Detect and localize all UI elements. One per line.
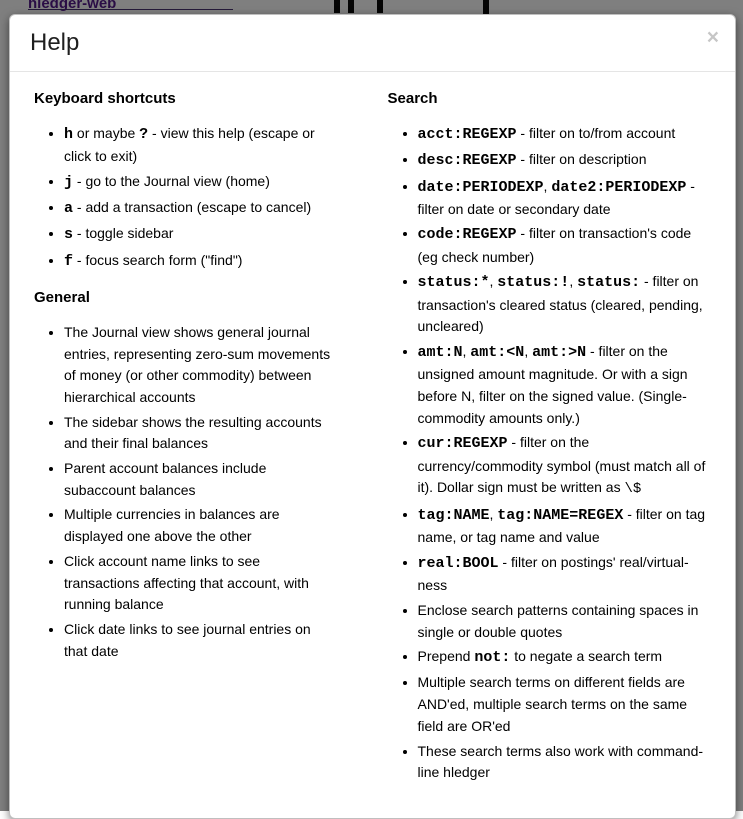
list-item: • code:REGEXP - filter on transaction's code (eg check number) xyxy=(418,223,711,268)
modal-body xyxy=(10,72,735,818)
list-item: • acct:REGEXP - filter on to/from account xyxy=(418,123,711,146)
code-term: f xyxy=(64,252,74,270)
code-term: acct:REGEXP xyxy=(417,126,517,143)
help-column-right xyxy=(373,90,721,794)
list-item: • f - focus search form ("find") xyxy=(64,250,337,273)
code-term: tag:NAME xyxy=(417,506,490,524)
code-term: cur:REGEXP xyxy=(417,435,508,453)
code-term: real:BOOL xyxy=(417,554,499,572)
general-heading: General xyxy=(34,288,90,306)
code-term: s xyxy=(64,226,74,244)
search-heading: Search xyxy=(387,90,438,107)
code-term: tag:NAME=REGEX xyxy=(497,506,624,524)
list-item: • These search terms also work with command-line hledger xyxy=(418,741,711,784)
list-item: • Enclose search patterns containing spaces in single or double quotes xyxy=(418,600,711,643)
search-list xyxy=(388,123,711,784)
shortcuts-list xyxy=(34,123,337,273)
close-icon[interactable]: × xyxy=(706,26,719,49)
list-item: • Multiple currencies in balances are displayed one above the other xyxy=(64,504,337,547)
list-item: • tag:NAME, tag:NAME=REGEX - filter on tag name, or tag name and value xyxy=(418,504,711,549)
list-item: • a - add a transaction (escape to cancel) xyxy=(64,197,337,220)
help-modal xyxy=(9,14,736,819)
code-term: amt:>N xyxy=(532,344,587,361)
list-item: • date:PERIODEXP, date2:PERIODEXP - filter on date or secondary date xyxy=(418,176,711,221)
list-item: • real:BOOL - filter on postings' real/virtual-ness xyxy=(418,552,711,597)
modal-header xyxy=(10,15,735,72)
general-list xyxy=(34,322,337,662)
list-item: • The Journal view shows general journal entries, representing zero-sum movements of money (or other commodity) between hierarchical accounts xyxy=(64,322,337,409)
list-item: • h or maybe ? - view this help (escape or click to exit) xyxy=(64,123,337,168)
modal-title: Help xyxy=(30,29,80,56)
list-item: • The sidebar shows the resulting accounts and their final balances xyxy=(64,412,337,455)
list-item: • Parent account balances include subaccount balances xyxy=(64,458,337,501)
code-term: status:! xyxy=(497,274,570,292)
code-term: status: xyxy=(577,274,641,292)
list-item: • Click account name links to see transactions affecting that account, with running balance xyxy=(64,551,337,616)
list-item: • amt:N, amt:<N, amt:>N - filter on the unsigned amount magnitude. Or with a sign before N, filter on the signed value. (Single-commodity amounts only.) xyxy=(418,341,711,429)
code-term: amt:<N xyxy=(470,344,525,361)
list-item: • Prepend not: to negate a search term xyxy=(418,646,711,669)
code-term: code:REGEXP xyxy=(417,226,517,244)
code-term: status:* xyxy=(417,274,490,292)
code-term: not: xyxy=(474,649,511,667)
code-term: desc:REGEXP xyxy=(417,152,517,170)
list-item: • Click date links to see journal entries on that date xyxy=(64,619,337,662)
code-term: a xyxy=(64,200,74,218)
code-term: ? xyxy=(139,126,149,143)
list-item: • Multiple search terms on different fields are AND'ed, multiple search terms on the same field are OR'ed xyxy=(418,672,711,737)
list-item: • desc:REGEXP - filter on description xyxy=(418,149,711,172)
code-term: date2:PERIODEXP xyxy=(551,178,687,196)
code-term: j xyxy=(64,173,74,191)
keyboard-shortcuts-heading: Keyboard shortcuts xyxy=(34,90,176,107)
code-term: amt:N xyxy=(417,344,463,361)
list-item: • status:*, status:!, status: - filter on transaction's cleared status (cleared, pending, uncleared) xyxy=(418,271,711,338)
code-term: h xyxy=(64,126,74,143)
mono-term: \$ xyxy=(624,481,642,498)
code-term: date:PERIODEXP xyxy=(417,178,544,196)
list-item: • cur:REGEXP - filter on the currency/commodity symbol (must match all of it). Dollar sign must be written as \$ xyxy=(418,432,711,501)
list-item: • j - go to the Journal view (home) xyxy=(64,171,337,194)
help-column-left xyxy=(25,90,373,794)
list-item: • s - toggle sidebar xyxy=(64,223,337,246)
